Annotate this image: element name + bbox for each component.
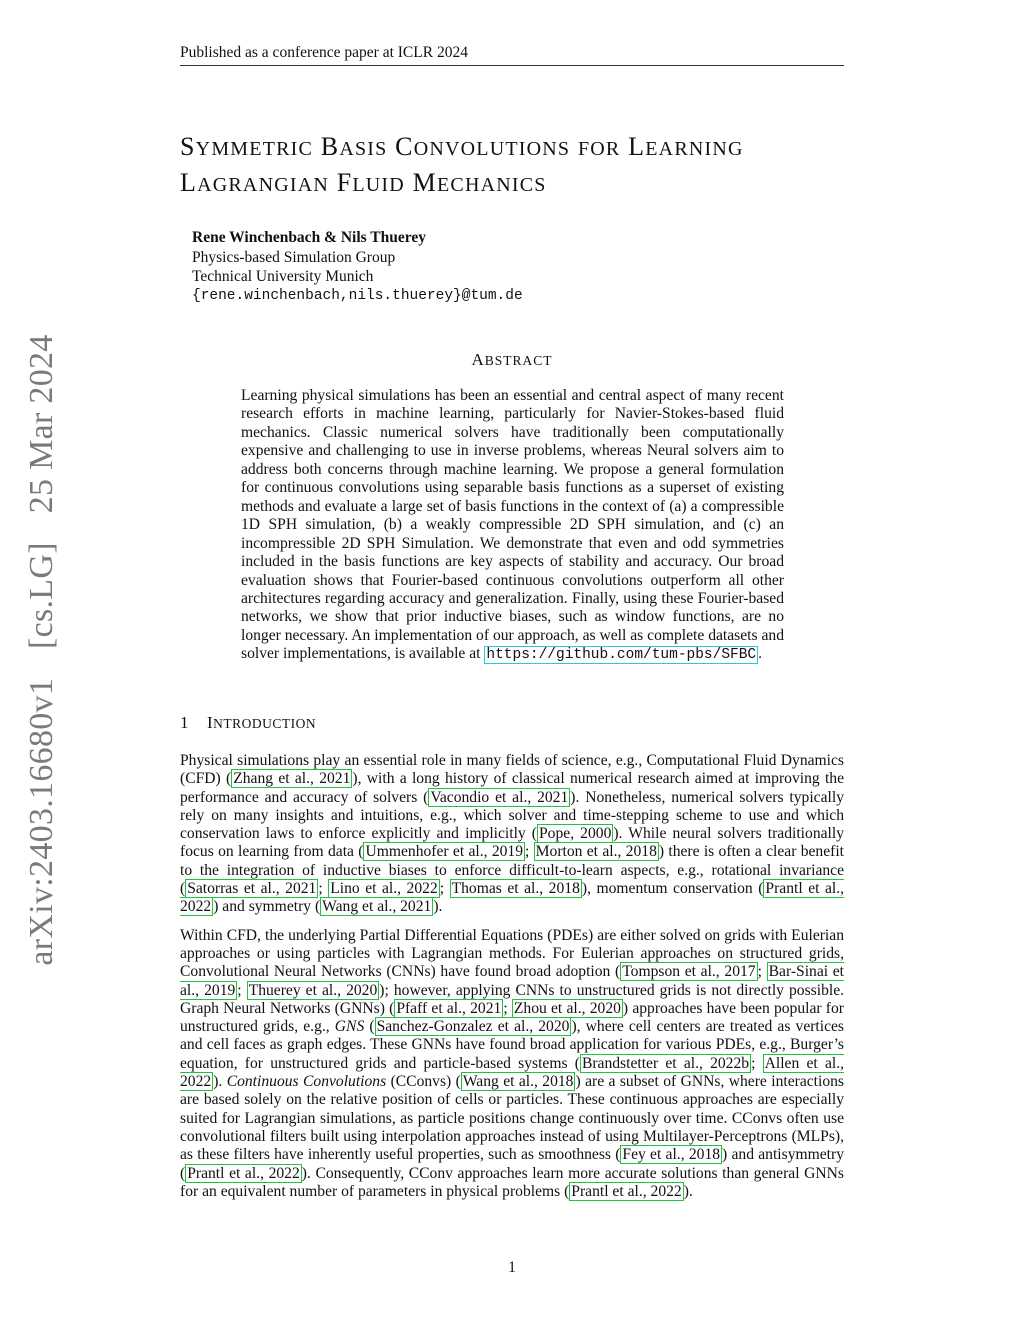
abstract-heading-rest: BSTRACT: [484, 353, 553, 368]
body-text-segment: Physical simulations play an essential role in many fields of science, e.g., Computational Fluid Dynamics (CFD) (: [180, 752, 844, 788]
title-word-cap: C: [395, 132, 414, 161]
title-word-cap: L: [628, 132, 646, 161]
body-text-segment: ) and symmetry (: [213, 898, 321, 916]
body-paragraph: [180, 927, 844, 1201]
body-text-segment: ;: [751, 1054, 763, 1072]
citation-link[interactable]: Ummenhofer et al., 2019: [365, 843, 524, 861]
title-word-cap: L: [180, 168, 198, 197]
citation-link[interactable]: Satorras et al., 2021: [187, 880, 317, 898]
paper-title: [180, 130, 860, 202]
title-word: [413, 168, 547, 197]
title-word: [578, 132, 621, 161]
title-word-rest: ONVOLUTIONS: [413, 138, 571, 160]
section-heading-introduction: [180, 713, 316, 733]
title-word-cap: B: [320, 132, 340, 161]
title-word: [337, 168, 405, 197]
title-word: [395, 132, 570, 161]
title-line-2: [180, 166, 860, 202]
title-word: [321, 132, 388, 161]
author-email: {rene.winchenbach,nils.thuerey}@tum.de: [192, 287, 523, 304]
citation-link[interactable]: Vacondio et al., 2021: [430, 788, 569, 806]
abstract-end: .: [758, 645, 763, 663]
title-word-rest: EARNING: [645, 138, 744, 160]
body-text-segment: ).: [213, 1073, 227, 1091]
abstract-body: [241, 387, 784, 665]
body-text-segment: ) and antisymmetry (: [180, 1146, 844, 1182]
citation-link[interactable]: Wang et al., 2021: [322, 898, 432, 916]
abstract-heading-cap: A: [471, 350, 485, 369]
arxiv-identifier: [23, 324, 61, 975]
body-text-segment: ;: [439, 880, 450, 898]
title-word-rest: AGRANGIAN: [197, 174, 329, 196]
title-word-cap: M: [412, 168, 437, 197]
title-word-cap: F: [336, 168, 353, 197]
body-text-segment: ). Nonetheless, numerical solvers typically rely on many insights and intuitions, e.g., which solver and time-stepping scheme to use and which conservation laws to enforce explicitly and implicitly (: [180, 788, 844, 843]
body-text-segment: ). While neural solvers traditionally focus on learning from data (: [180, 825, 844, 861]
body-text-segment: ); however, applying CNNs to unstructured grids is not directly possible. Graph Neural Networks (GNNs) (: [180, 981, 845, 1017]
title-word-rest: FOR: [577, 138, 621, 160]
body-text-segment: (CConvs) (: [386, 1073, 461, 1091]
citation-link[interactable]: Fey et al., 2018: [622, 1146, 721, 1164]
body-text-segment: ).: [683, 1182, 693, 1200]
citation-link[interactable]: Lino et al., 2022: [330, 880, 438, 898]
citation-link[interactable]: Allen et al., 2022: [180, 1054, 844, 1091]
title-word: [628, 132, 743, 161]
body-text-segment: ) there is often a clear benefit to the integration of inductive biases to enforce difficult-to-learn aspects, e.g., rotational invariance (: [180, 843, 845, 898]
body-text-segment: (: [364, 1018, 375, 1036]
code-repository-link[interactable]: https://github.com/tum-pbs/SFBC: [486, 647, 757, 664]
body-text-segment: ;: [237, 981, 247, 999]
author-university: Technical University Munich: [192, 268, 374, 285]
title-word: [180, 132, 313, 161]
body-text-segment: ), with a long history of classical numerical research aimed at improving the performance and accuracy of solvers (: [180, 770, 845, 806]
citation-link[interactable]: Zhang et al., 2021: [233, 770, 351, 788]
introduction-body: [180, 752, 844, 1211]
title-word-rest: LUID: [352, 174, 405, 196]
body-text-segment: ), where cell centers are treated as vertices and cell faces as graph edges. These GNNs have found broad application for various PDEs, e.g., Burger’s equation, for unstructured grids and particle-based systems (: [180, 1018, 845, 1072]
title-word-cap: S: [180, 132, 196, 161]
section-number: 1: [180, 713, 189, 732]
arxiv-id: arXiv:2403.16680v1: [23, 677, 60, 966]
citation-link[interactable]: Bar-Sinai et al., 2019: [180, 963, 845, 999]
body-text-segment: ;: [503, 999, 512, 1017]
citation-link[interactable]: Brandstetter et al., 2022b: [581, 1054, 750, 1072]
citation-link[interactable]: Pope, 2000: [539, 825, 612, 843]
title-word-rest: ECHANICS: [436, 174, 547, 196]
author-names: Rene Winchenbach & Nils Thuerey: [192, 229, 426, 246]
citation-link[interactable]: Zhou et al., 2020: [513, 999, 621, 1017]
citation-link[interactable]: Sanchez-Gonzalez et al., 2020: [376, 1018, 570, 1036]
section-title-cap: I: [207, 713, 214, 732]
citation-link[interactable]: Morton et al., 2018: [535, 843, 657, 861]
citation-link[interactable]: Prantl et al., 2022: [571, 1182, 682, 1200]
citation-link[interactable]: Thuerey et al., 2020: [248, 981, 378, 999]
arxiv-date: 25 Mar 2024: [23, 334, 60, 514]
title-word: [180, 168, 329, 197]
citation-link[interactable]: Prantl et al., 2022: [187, 1164, 300, 1182]
body-text-segment: ;: [525, 843, 534, 861]
citation-link[interactable]: Wang et al., 2018: [462, 1073, 574, 1091]
author-group: Physics-based Simulation Group: [192, 248, 396, 266]
body-paragraph: [180, 752, 844, 917]
author-block: [192, 228, 523, 306]
body-text-segment: ;: [757, 963, 767, 981]
citation-link[interactable]: Tompson et al., 2017: [622, 963, 756, 981]
body-text-segment: Within CFD, the underlying Partial Differential Equations (PDEs) are either solved on grids with Eulerian approaches or using particles with Lagrangian methods. For Eulerian approaches on structured grids, Convolutional Neural Networks (CNNs) have found broad adoption (: [180, 926, 844, 981]
title-word-rest: ASIS: [339, 138, 388, 160]
body-text-segment: ), momentum conservation (: [581, 880, 764, 898]
arxiv-category: [cs.LG]: [23, 542, 60, 650]
abstract-heading: [0, 350, 1024, 370]
citation-link[interactable]: Thomas et al., 2018: [451, 880, 580, 898]
italic-term: Continuous Convolutions: [226, 1073, 387, 1091]
body-text-segment: ).: [433, 898, 443, 916]
body-text-segment: ) are a subset of GNNs, where interactions are based solely on the relative position of cells or particles. These continuous approaches are especially suited for Lagrangian simulations, as particle positions change continuously over time. CConvs often use convolutional filters built using interpolation approaches instead of using Multilayer-Perceptrons (MLPs), as these filters have inherently useful properties, such as smoothness (: [180, 1073, 844, 1164]
italic-term: GNS: [334, 1018, 365, 1036]
abstract-text: Learning physical simulations has been an essential and central aspect of many recent research efforts in machine learning, particularly for Navier-Stokes-based fluid mechanics. Classic numerical solvers have traditionally been computationally expensive and challenging to use in inverse problems, whereas Neural solvers aim to address both concerns through machine learning. We propose a general formulation for continuous convolutions using separable basis functions as a superset of existing methods and evaluate a large set of basis functions in the context of (a) a compressible 1D SPH simulation, (b) a weakly compressible 2D SPH simulation, and (c) an incompressible 2D SPH Simulation. We demonstrate that even and odd symmetries included in the basis functions are key aspects of stability and accuracy. Our broad evaluation shows that Fourier-based continuous convolutions outperform all other architectures regarding accuracy and generalization. Finally, using these Fourier-based networks, we show that prior inductive biases, such as window functions, are no longer necessary. An implementation of our approach, as well as complete datasets and solver implementations, is available at: [241, 387, 784, 663]
citation-link[interactable]: Pfaff et al., 2021: [396, 999, 502, 1017]
conference-header: Published as a conference paper at ICLR 2024: [180, 44, 844, 66]
title-line-1: [180, 130, 860, 166]
title-word-rest: YMMETRIC: [195, 138, 314, 160]
citation-link[interactable]: Prantl et al., 2022: [180, 880, 845, 916]
body-text-segment: ;: [318, 880, 329, 898]
page-number: 1: [508, 1259, 516, 1276]
section-title-rest: NTRODUCTION: [213, 716, 317, 731]
body-text-segment: ) approaches have been popular for unstructured grids, e.g.,: [180, 999, 844, 1036]
body-text-segment: ). Consequently, CConv approaches learn more accurate solutions than general GNNs for an equivalent number of parameters in physical problems (: [180, 1164, 844, 1200]
